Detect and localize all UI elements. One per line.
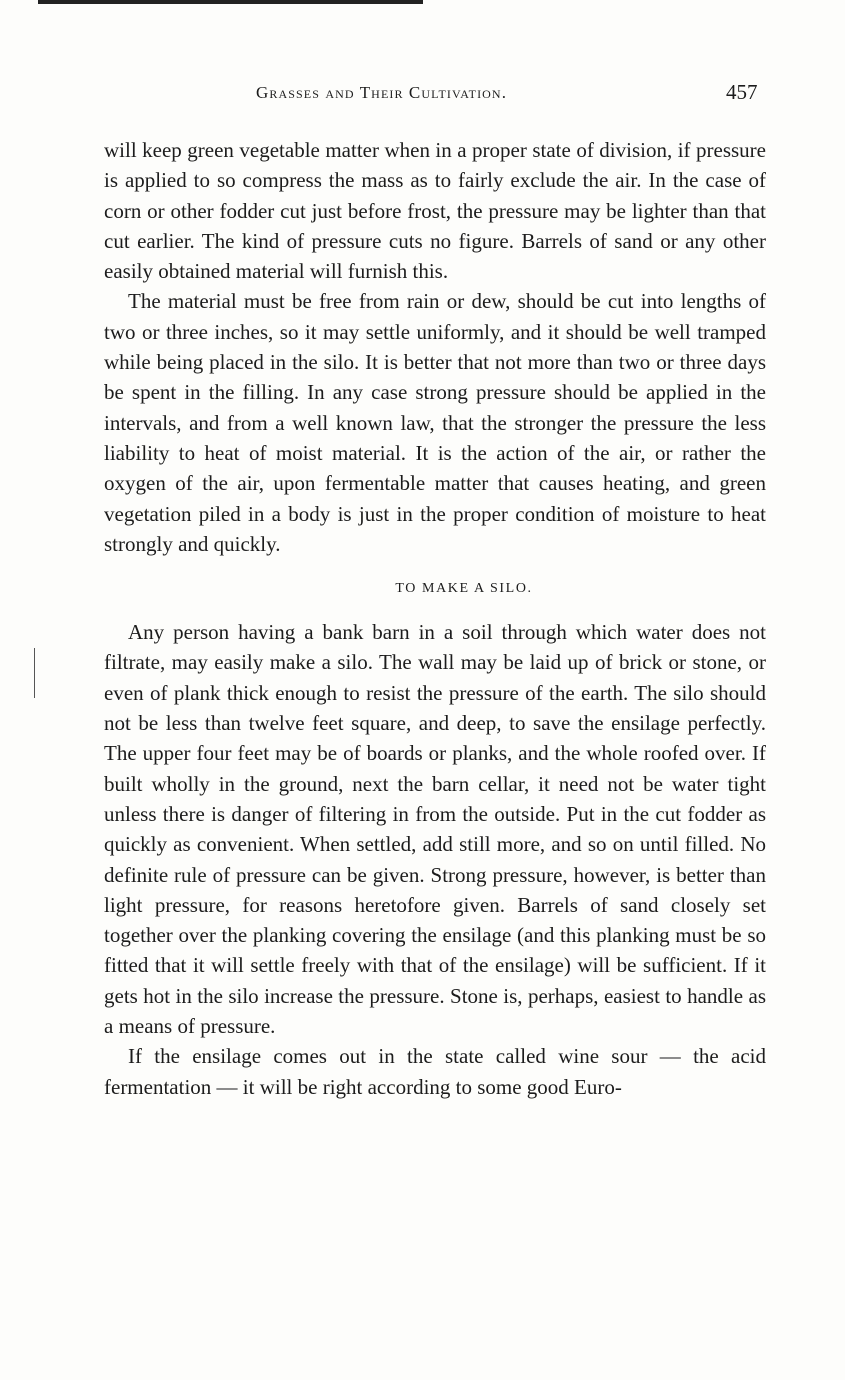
paragraph: If the ensilage comes out in the state called wine sour — the acid fermentation — it will be right according to some good Euro- [104, 1044, 766, 1099]
margin-line [34, 648, 35, 698]
body-text [104, 135, 766, 1102]
section-heading: TO MAKE A SILO. [395, 581, 533, 597]
paragraph: will keep green vegetable matter when in a proper state of division, if pressure is applied to so compress the mass as to fairly exclude the air. In the case of corn or other fodder cut just before frost, the pressure may be lighter than that cut earlier. The kind of pressure cuts no figure. Barrels of sand or any other easily obtained material will furnish this. [104, 138, 766, 284]
running-head-title: Grasses and Their Cultivation. [256, 83, 508, 102]
paragraph: The material must be free from rain or dew, should be cut into lengths of two or three inches, so it may settle uniformly, and it should be well tramped while being placed in the silo. It is better that not more than two or three days be spent in the filling. In any case strong pressure should be applied in the intervals, and from a well known law, that the stronger the pressure the less liability to heat of moist material. It is the action of the air, or rather the oxygen of the air, upon fermentable matter that causes heating, and green vegetation piled in a body is just in the proper condition of moisture to heat strongly and quickly. [104, 289, 766, 556]
page-number: 457 [726, 80, 758, 104]
top-rule [38, 0, 423, 4]
paragraph: Any person having a bank barn in a soil through which water does not filtrate, may easily make a silo. The wall may be laid up of brick or stone, or even of plank thick enough to resist the pressure of the earth. The silo should not be less than twelve feet square, and deep, to save the ensilage perfectly. The upper four feet may be of boards or planks, and the whole roofed over. If built wholly in the ground, next the barn cellar, it need not be water tight unless there is danger of filtering in from the outside. Put in the cut fodder as quickly as convenient. When settled, add still more, and so on until filled. No definite rule of pressure can be given. Strong pressure, however, is better than light pressure, for reasons heretofore given. Barrels of sand closely set together over the planking covering the ensilage (and this planking must be so fitted that it will settle freely with that of the ensilage) will be sufficient. If it gets hot in the silo increase the pressure. Stone is, perhaps, easiest to handle as a means of pressure. [104, 620, 766, 1039]
running-head [0, 80, 845, 109]
